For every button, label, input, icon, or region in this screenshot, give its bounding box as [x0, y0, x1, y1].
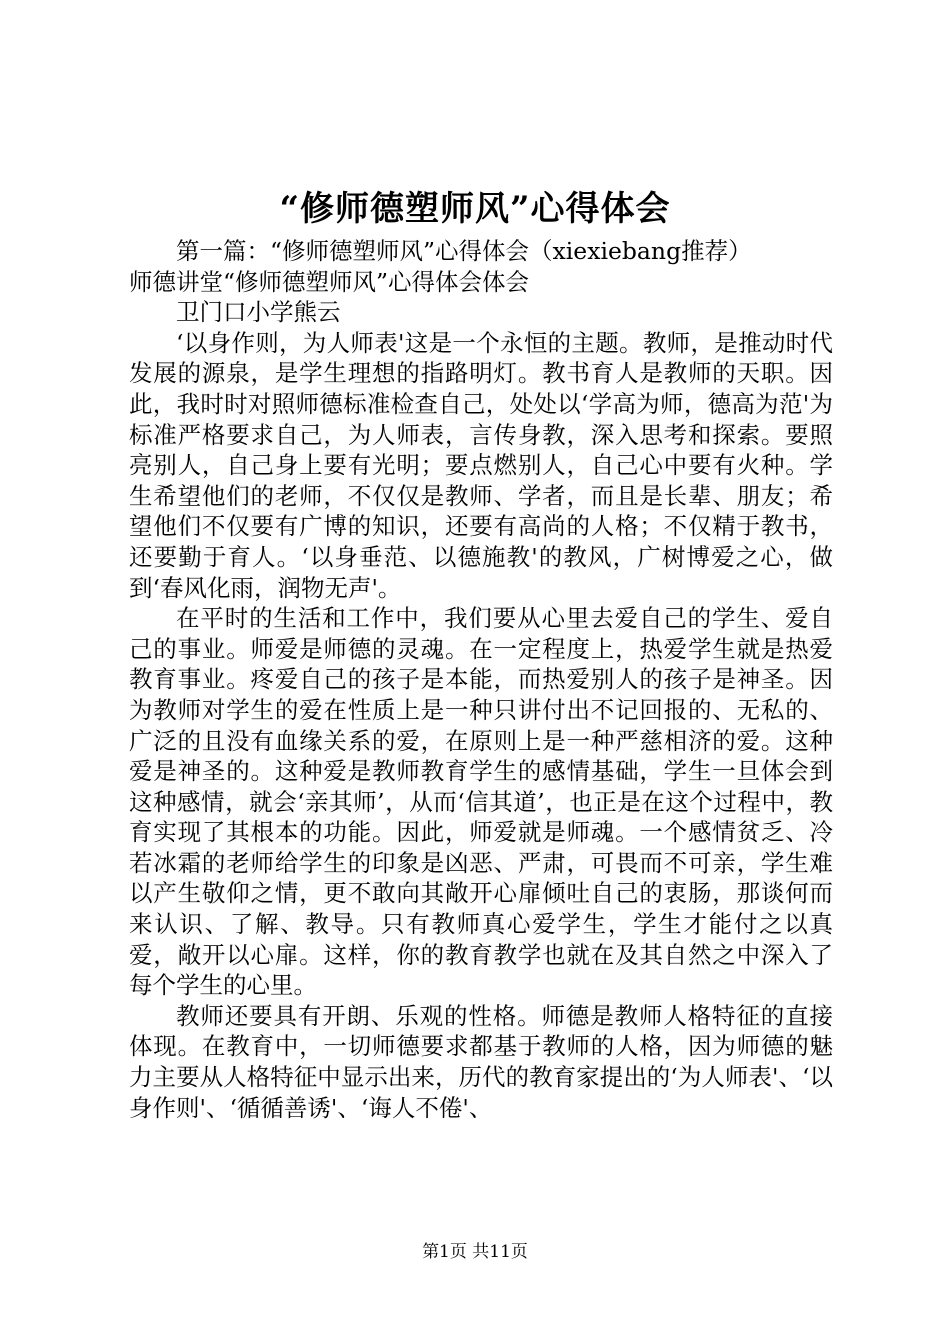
paragraph-body-1: ‘以身作则，为人师表'这是一个永恒的主题。教师，是推动时代发展的源泉，是学生理想的指路明灯。教书育人是教师的天职。因此，我时时对照师德标准检查自己，处处以‘学高为师，德高为范'为标准严格要求自己，为人师表，言传身教，深入思考和探索。要照亮别人，自己身上要有光明；要点燃别人，自己心中要有火种。学生希望他们的老师，不仅仅是教师、学者，而且是长辈、朋友；希望他们不仅要有广博的知识，还要有高尚的人格；不仅精于教书，还要勤于育人。‘以身垂范、以德施教'的教风，广树博爱之心，做到‘春风化雨，润物无声'。: [129, 328, 833, 602]
page-number: 第1页 共11页: [422, 1242, 528, 1262]
paragraph-author: 卫门口小学熊云: [176, 298, 341, 327]
paragraph-heading: 第一篇：“修师德塑师风”心得体会（xiexiebang推荐）: [176, 237, 752, 265]
document-body: [129, 236, 833, 1123]
document-title: “修师德塑师风”心得体会: [279, 189, 671, 229]
paragraph-subtitle: 师德讲堂“修师德塑师风”心得体会体会: [129, 267, 530, 296]
paragraph-body-2: 在平时的生活和工作中，我们要从心里去爱自己的学生、爱自己的事业。师爱是师德的灵魂。在一定程度上，热爱学生就是热爱教育事业。疼爱自己的孩子是本能，而热爱别人的孩子是神圣。因为教师对学生的爱在性质上是一种只讲付出不记回报的、无私的、广泛的且没有血缘关系的爱，在原则上是一种严慈相济的爱。这种爱是神圣的。这种爱是教师教育学生的感情基础，学生一旦体会到这种感情，就会‘亲其师’，从而‘信其道’，也正是在这个过程中，教育实现了其根本的功能。因此，师爱就是师魂。一个感情贫乏、冷若冰霜的老师给学生的印象是凶恶、严肃，可畏而不可亲，学生难以产生敬仰之情，更不敢向其敞开心扉倾吐自己的衷肠，那谈何而来认识、了解、教导。只有教师真心爱学生，学生才能付之以真爱，敞开以心扉。这样，你的教育教学也就在及其自然之中深入了每个学生的心里。: [129, 604, 833, 1000]
paragraph-body-3: 教师还要具有开朗、乐观的性格。师德是教师人格特征的直接体现。在教育中，一切师德要求都基于教师的人格，因为师德的魅力主要从人格特征中显示出来，历代的教育家提出的‘为人师表'、‘以身作则'、‘循循善诱'、‘诲人不倦'、: [129, 1001, 833, 1122]
